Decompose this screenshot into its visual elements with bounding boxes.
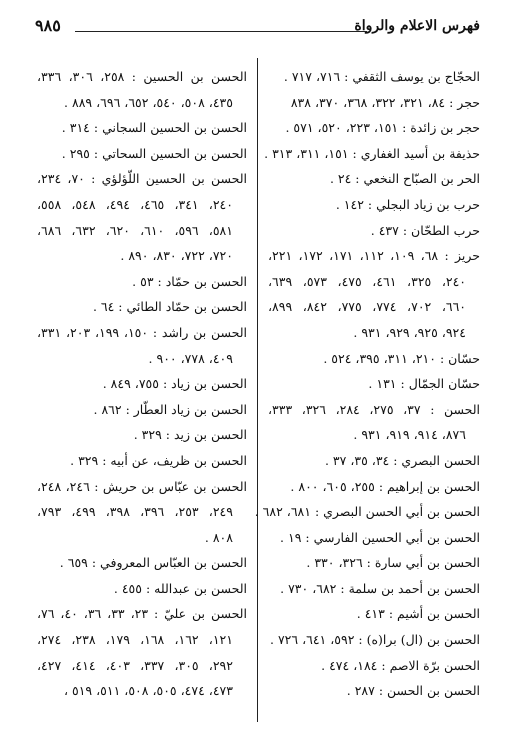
entry-continuation-line: ٧٢٠، ٧٢٢، ٨٣٠، ٨٩٠ . [120,248,233,264]
entry-line: الحجّاج بن يوسف الثقفي : ٧١٦، ٧١٧ . [283,69,480,84]
index-entry [268,90,480,116]
entry-continuation-line: ٤٣٥، ٥٠٨، ٥٤٠، ٦٥٢، ٦٩٦، ٨٨٩ . [64,94,233,110]
index-entry [268,243,480,345]
entry-continuation-line: ١٢١، ١٦٢، ١٦٨، ١٧٩، ٢٣٨، ٢٧٤، [37,632,233,648]
entry-line: الحر بن الصبّاح النخعي : ٢٤ . [329,171,480,187]
index-entry [268,576,480,602]
running-header-title: فهرس الاعلام والرواة [354,18,480,34]
entry-line: الحسن بن إبراهيم : ٢٥٥، ٦٠٥، ٨٠٠ . [290,478,480,494]
index-entry [268,166,480,192]
index-entry [37,294,247,320]
entry-line: الحسن برّة الاصم : ١٨٤، ٤٧٤ . [321,657,480,673]
index-entry [37,166,247,268]
entry-line: حسّان : ٢١٠، ٣١١، ٣٩٥، ٥٢٤ . [323,350,480,366]
entry-line: الحسن بن أبي الحسن البصري : ٦٨١، ٦٨٢ . [254,504,480,520]
entry-line: حريز : ٦٨، ١٠٩، ١١٢، ١٧١، ١٧٢، ٢٢١، [268,248,481,264]
index-entry [268,678,480,704]
entry-line: الحسن بن الحسن : ٢٨٧ . [346,683,480,699]
index-entry [268,218,480,244]
entry-continuation-line: ٨٧٦، ٩١٤، ٩١٩، ٩٣١ . [353,427,466,443]
index-entry [268,525,480,551]
index-entry [268,346,480,372]
entry-line: حجر : ٨٤، ٣٢١، ٣٢٢، ٣٦٨، ٣٧٠، ٨٣٨ [290,94,480,110]
index-entry [254,499,480,525]
index-entry [37,397,247,423]
entry-line: الحسن بن الحسين : ٢٥٨، ٣٠٦، ٣٣٦، [37,69,247,84]
entry-continuation-line: ٨٠٨ . [204,529,233,545]
index-entry [268,192,480,218]
entry-continuation-line: ٦٦٠، ٧٠٢، ٧٧٤، ٧٧٥، ٨٤٢، ٨٩٩، [268,299,467,315]
entry-line: حرب الطحّان : ٤٣٧ . [370,222,480,238]
entry-line: الحسن بن العبّاس المعروفي : ٦٥٩ . [59,555,247,571]
index-entry [37,422,247,448]
entry-line: حجر بن زائدة : ١٥١، ٢٢٣، ٥٢٠، ٥٧١ . [285,120,480,136]
index-entry [37,141,247,167]
entry-line: الحسن بن (ال) برا(ه) : ٥٩٢، ٦٤١، ٧٢٦ . [269,632,480,648]
index-entry [268,371,480,397]
index-column-right [254,64,481,704]
index-entry [37,576,247,602]
entry-line: حسّان الجمّال : ١٣١ . [368,376,480,392]
entry-line: الحسن : ٣٧، ٢٧٥، ٢٨٤، ٣٢٦، ٣٣٣، [268,401,480,417]
entry-line: الحسن بن حمّاد الطائي : ٦٤ . [92,299,247,315]
entry-line: الحسن بن ظريف، عن أبيه : ٣٢٩ . [70,452,247,468]
entry-line: حرب بن زياد البجلي : ١٤٢ . [335,196,480,212]
index-entry [37,64,247,115]
index-entry [268,115,480,141]
entry-line: الحسن بن زيد : ٣٢٩ . [133,427,247,443]
entry-line: الحسن بن حمّاد : ٥٣ . [132,273,247,289]
entry-line: الحسن بن عبّاس بن حريش : ٢٤٦، ٢٤٨، [37,478,247,494]
index-entry [268,627,480,653]
entry-line: الحسن البصري : ٣٤، ٣٥، ٣٧ . [324,452,480,468]
entry-line: الحسن بن عليّ : ٢٣، ٣٣، ٣٦، ٤٠، ٧٦، [37,606,247,622]
header-rule [75,31,367,32]
index-entry [268,474,480,500]
entry-line: الحسن بن زياد : ٧٥٥، ٨٤٩ . [102,376,247,392]
index-column-left [37,64,247,704]
entry-continuation-line: ٢٩٢، ٣٠٥، ٣٣٧، ٤٠٣، ٤١٤، ٤٢٧، [37,657,233,673]
entry-line: الحسن بن الحسين السجاني : ٣١٤ . [61,120,247,136]
index-entry [268,448,480,474]
page-number: ٩٨٥ [35,16,61,35]
entry-line: الحسن بن الحسين السحاتي : ٢٩٥ . [61,145,247,161]
entry-line: الحسن بن الحسين اللّؤلؤي : ٧٠، ٢٣٤، [37,171,247,187]
entry-line: الحسن بن عبدالله : ٤٥٥ . [113,580,247,596]
entry-line: الحسن بن أشيم : ٤١٣ . [356,606,480,622]
entry-line: الحسن بن أحمد بن سلمة : ٦٨٢، ٧٣٠ . [280,580,480,596]
index-entry [37,371,247,397]
entry-line: حذيفة بن أسيد الغفاري : ١٥١، ٣١١، ٣١٣ . [264,145,480,161]
index-entry [37,474,247,551]
entry-continuation-line: ٩٢٤، ٩٢٥، ٩٢٩، ٩٣١ . [353,324,466,340]
index-entry [37,320,247,371]
index-entry [268,550,480,576]
index-entry [37,269,247,295]
entry-continuation-line: ٥٨١، ٥٩٦، ٦١٠، ٦٢٠، ٦٣٢، ٦٨٦، [37,222,233,238]
index-entry [268,601,480,627]
index-entry [37,550,247,576]
entry-line: الحسن بن أبي الحسين الفارسي : ١٩ . [280,529,480,545]
index-entry [268,397,480,448]
entry-line: الحسن بن أبي سارة : ٣٢٦، ٣٣٠ . [306,555,480,571]
entry-continuation-line: ٤٠٩، ٧٧٨، ٩٠٠ . [148,350,233,366]
column-divider [257,58,258,722]
entry-continuation-line: ٢٤٩، ٢٥٣، ٣٩٦، ٣٩٨، ٤٩٩، ٧٩٣، [37,504,233,520]
entry-continuation-line: ٢٤٠، ٣٤١، ٤٦٥، ٤٩٤، ٥٤٨، ٥٥٨، [37,196,233,212]
index-entry [264,141,480,167]
index-entry [37,115,247,141]
index-entry [268,64,480,90]
index-entry [37,601,247,703]
index-entry [268,653,480,679]
entry-line: الحسن بن راشد : ١٥٠، ١٩٩، ٢٠٣، ٣٣١، [37,324,247,340]
entry-line: الحسن بن زياد العطّار : ٨٦٢ . [93,401,247,417]
entry-continuation-line: ٤٧٣، ٤٧٤، ٥٠٥، ٥٠٨، ٥١١، ٥١٩ ، [63,683,233,699]
index-entry [37,448,247,474]
entry-continuation-line: ٢٤٠، ٣٢٥، ٤٦١، ٤٧٥، ٥٧٣، ٦٣٩، [268,273,467,289]
